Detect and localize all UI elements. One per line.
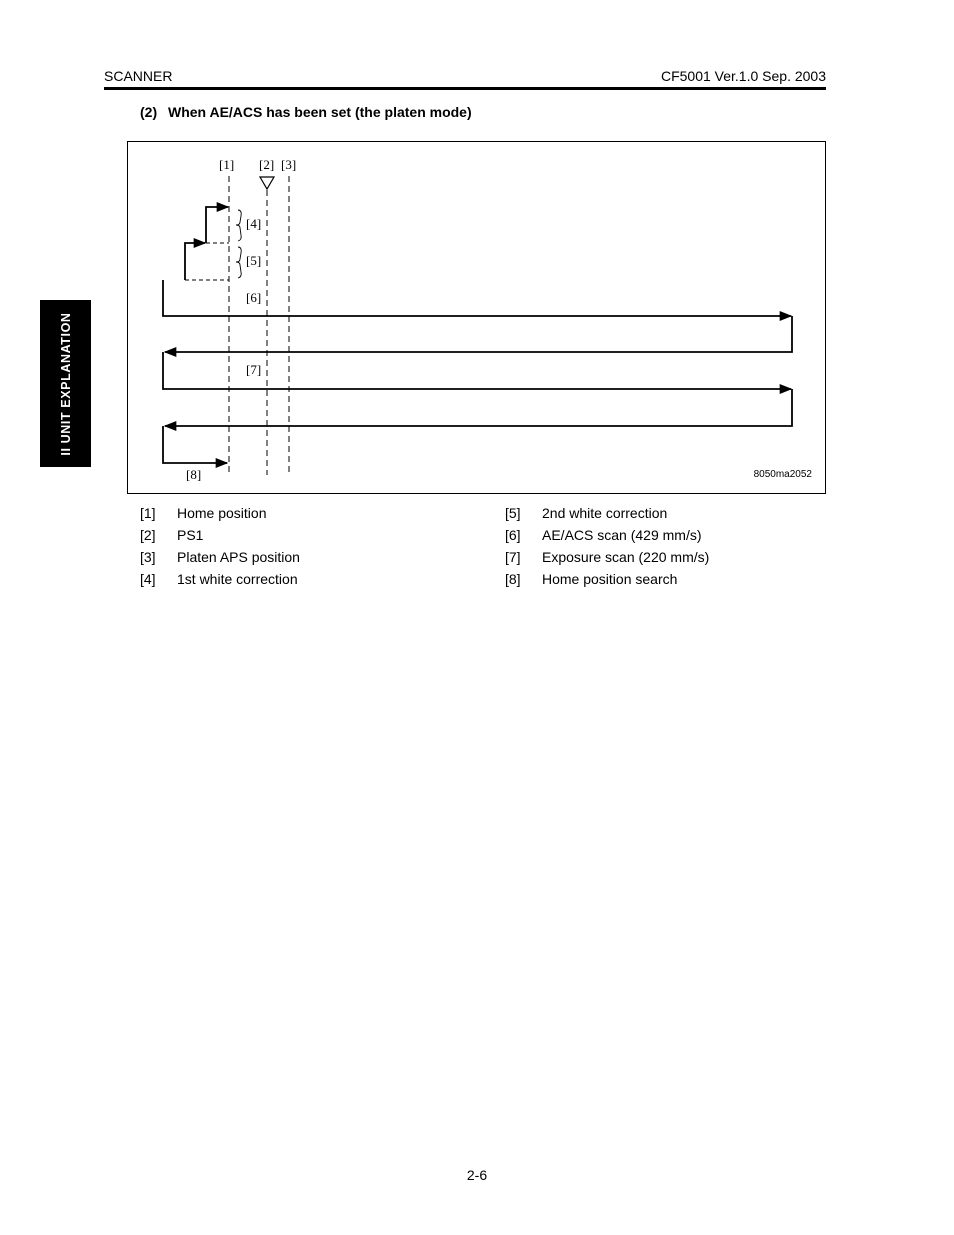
scanner-motion-diagram bbox=[127, 141, 826, 494]
legend-text: Platen APS position bbox=[177, 549, 300, 565]
legend-text: PS1 bbox=[177, 527, 204, 543]
legend-tag: [2] bbox=[140, 527, 156, 543]
callout-6: [6] bbox=[246, 290, 262, 305]
section-title bbox=[140, 104, 472, 120]
legend-tag: [3] bbox=[140, 549, 156, 565]
legend-item bbox=[505, 505, 667, 521]
header-doc-version: CF5001 Ver.1.0 Sep. 2003 bbox=[660, 68, 826, 84]
legend-text: 2nd white correction bbox=[542, 505, 668, 521]
legend-item bbox=[140, 505, 267, 521]
figure-id: 8050ma2052 bbox=[753, 469, 812, 480]
legend-tag: [5] bbox=[505, 505, 521, 521]
callout-3: [3] bbox=[281, 157, 297, 172]
legend-text: Exposure scan (220 mm/s) bbox=[542, 549, 710, 565]
legend-text: AE/ACS scan (429 mm/s) bbox=[542, 527, 702, 543]
callout-4: [4] bbox=[246, 216, 262, 231]
side-chapter-tab bbox=[40, 300, 91, 467]
legend-text: Home position bbox=[177, 505, 267, 521]
page-number: 2-6 bbox=[466, 1167, 488, 1183]
section-number: (2) bbox=[140, 104, 158, 120]
header-rule bbox=[104, 87, 826, 90]
side-chapter-label: II UNIT EXPLANATION bbox=[58, 311, 73, 456]
legend-item bbox=[505, 571, 677, 587]
home-position-search-path bbox=[163, 426, 227, 463]
header-section-name: SCANNER bbox=[104, 68, 173, 84]
legend-tag: [8] bbox=[505, 571, 521, 587]
legend-tag: [1] bbox=[140, 505, 156, 521]
legend-tag: [4] bbox=[140, 571, 156, 587]
section-title-text: When AE/ACS has been set (the platen mode) bbox=[168, 104, 472, 120]
exposure-scan-return bbox=[165, 389, 792, 426]
legend-item bbox=[505, 527, 702, 543]
brace-4 bbox=[236, 210, 241, 241]
callout-7: [7] bbox=[246, 362, 262, 377]
aeacs-scan-return bbox=[165, 316, 792, 352]
legend-item bbox=[140, 527, 203, 543]
legend-item bbox=[140, 571, 298, 587]
white-correction-path-2 bbox=[185, 243, 205, 280]
ps1-sensor-triangle bbox=[260, 177, 274, 189]
legend-text: Home position search bbox=[542, 571, 678, 587]
white-correction-path-1 bbox=[206, 207, 228, 243]
legend-tag: [7] bbox=[505, 549, 521, 565]
callout-8: [8] bbox=[186, 467, 202, 482]
legend-text: 1st white correction bbox=[177, 571, 298, 587]
callout-2: [2] bbox=[259, 157, 275, 172]
callout-5: [5] bbox=[246, 253, 262, 268]
brace-5 bbox=[236, 247, 241, 278]
legend-item bbox=[140, 549, 300, 565]
legend-item bbox=[505, 549, 709, 565]
callout-1: [1] bbox=[219, 157, 235, 172]
legend-tag: [6] bbox=[505, 527, 521, 543]
diagram-canvas bbox=[128, 142, 825, 493]
